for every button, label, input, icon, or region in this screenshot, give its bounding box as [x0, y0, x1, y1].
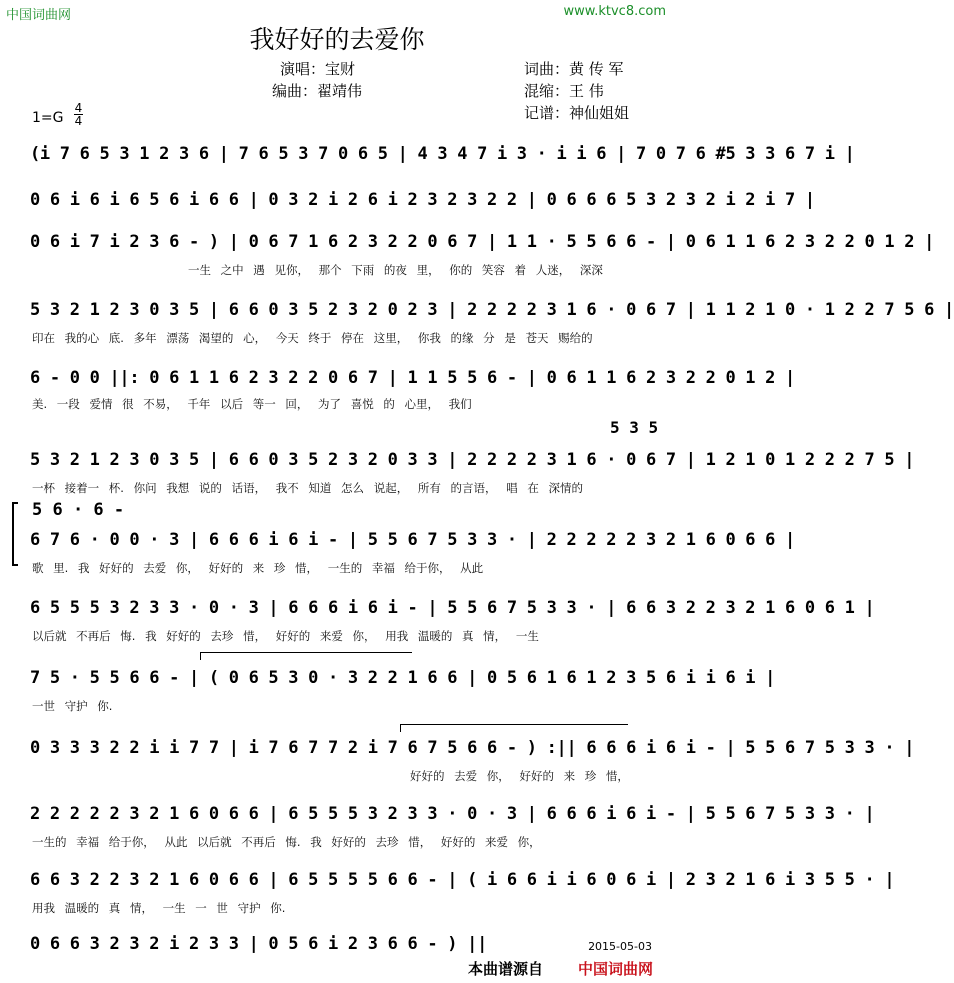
singer-credit: 演唱：宝财 [280, 60, 356, 78]
lyric-line-10: 好好的 去爱 你， 好好的 来 珍 惜， [410, 769, 629, 783]
score-line-4: 5 3 2 1 2 3 0 3 5 | 6 6 0 3 5 2 3 2 0 2 3 | 2 2 2 2 3 1 6 · 0 6 7 | 1 1 2 1 0 · 1 2 2 7 5 6 | [30, 300, 954, 320]
lyric-line-11: 一生的 幸福 给于你， 从此 以后就 不再后 悔. 我 好好的 去珍 惜， 好好的 来爱 你， [32, 835, 541, 849]
volta-bracket-2 [400, 724, 628, 725]
time-signature [74, 102, 83, 127]
notation-credit: 记谱：神仙姐姐 [524, 104, 630, 122]
volta-bracket-1-edge [200, 652, 201, 660]
key-signature [32, 101, 83, 128]
score-line-6-upper-voice: 5 3 5 [610, 418, 659, 437]
score-line-2: 0 6 i 6 i 6 5 6 i 6 6 | 0 3 2 i 2 6 i 2 3 2 3 2 2 | 0 6 6 6 5 3 2 3 2 i 2 i 7 | [30, 190, 815, 210]
score-line-9: 7 5 · 5 5 6 6 - | ( 0 6 5 3 0 · 3 2 2 1 6 6 | 0 5 6 1 6 1 2 3 5 6 i i 6 i | [30, 668, 776, 688]
lyric-line-12: 用我 温暖的 真 情， 一生 一 世 守护 你. [32, 901, 286, 915]
lyric-line-7: 歌 里. 我 好好的 去爱 你， 好好的 来 珍 惜， 一生的 幸福 给于你， 从此 [32, 561, 484, 575]
arranger-credit: 编曲：翟靖伟 [272, 82, 363, 100]
source-label: 本曲谱源自 [468, 960, 544, 978]
score-line-1: (i 7 6 5 3 1 2 3 6 | 7 6 5 3 7 0 6 5 | 4 3 4 7 i 3 · i i 6 | 7 0 7 6 #5 3 3 6 7 i | [30, 144, 855, 164]
song-title: 我好好的去爱你 [249, 25, 425, 54]
key-label: 1=G [32, 110, 64, 126]
score-line-13: 0 6 6 3 2 3 2 i 2 3 3 | 0 5 6 i 2 3 6 6 - ) || [30, 934, 488, 954]
score-line-3: 0 6 i 7 i 2 3 6 - ) | 0 6 7 1 6 2 3 2 2 0 6 7 | 1 1 · 5 5 6 6 - | 0 6 1 1 6 2 3 2 2 0 1 2 | [30, 232, 935, 252]
score-line-8: 6 5 5 5 3 2 3 3 · 0 · 3 | 6 6 6 i 6 i - | 5 5 6 7 5 3 3 · | 6 6 3 2 2 3 2 1 6 0 6 1 | [30, 598, 875, 618]
score-line-11: 2 2 2 2 2 3 2 1 6 0 6 6 | 6 5 5 5 3 2 3 3 · 0 · 3 | 6 6 6 i 6 i - | 5 5 6 7 5 3 3 · | [30, 804, 875, 824]
composer-credit: 词曲：黄 传 军 [524, 60, 624, 78]
score-line-10: 0 3 3 3 2 2 i i 7 7 | i 7 6 7 7 2 i 7 6 7 5 6 6 - ) :|| 6 6 6 i 6 i - | 5 5 6 7 5 3 3 · | [30, 738, 915, 758]
lyric-line-5: 美. 一段 爱情 很 不易， 千年 以后 等一 回， 为了 喜悦 的 心里， 我们 [32, 397, 472, 411]
time-sig-bottom: 4 [74, 114, 83, 128]
score-line-12: 6 6 3 2 2 3 2 1 6 0 6 6 | 6 5 5 5 5 6 6 - | ( i 6 6 i i 6 0 6 i | 2 3 2 1 6 i 3 5 5 · | [30, 870, 895, 890]
score-line-5: 6 - 0 0 ||: 0 6 1 1 6 2 3 2 2 0 6 7 | 1 1 5 5 6 - | 0 6 1 1 6 2 3 2 2 0 1 2 | [30, 368, 795, 388]
volta-bracket-1 [200, 652, 412, 653]
lyric-line-9: 一世 守护 你. [32, 699, 113, 713]
site-url[interactable]: www.ktvc8.com [563, 4, 666, 19]
score-line-6: 5 3 2 1 2 3 0 3 5 | 6 6 0 3 5 2 3 2 0 3 3 | 2 2 2 2 3 1 6 · 0 6 7 | 1 2 1 0 1 2 2 2 7 5 | [30, 450, 915, 470]
time-sig-top: 4 [74, 101, 83, 115]
lyric-line-4: 印在 我的心 底. 多年 漂荡 渴望的 心， 今天 终于 停在 这里， 你我 的缘 分 是 苍天 赐给的 [32, 331, 593, 345]
publish-date: 2015-05-03 [588, 940, 652, 953]
mixing-credit: 混缩：王 伟 [524, 82, 604, 100]
volta-bracket-2-edge [400, 724, 401, 732]
lyric-line-6: 一杯 接着一 杯. 你问 我想 说的 话语， 我不 知道 怎么 说起， 所有 的言语， 唱 在 深情的 [32, 481, 583, 495]
source-site-link[interactable]: 中国词曲网 [578, 960, 654, 978]
lyric-line-3: 一生 之中 遇 见你， 那个 下雨 的夜 里， 你的 笑容 着 人迷， 深深 [188, 263, 603, 277]
score-line-7: 6 7 6 · 0 0 · 3 | 6 6 6 i 6 i - | 5 5 6 7 5 3 3 · | 2 2 2 2 2 3 2 1 6 0 6 6 | [30, 530, 795, 550]
site-logo-text[interactable]: 中国词曲网 [6, 8, 72, 23]
score-line-7-upper-voice: 5 6 · 6 - [32, 500, 125, 520]
system-brace [12, 502, 18, 566]
lyric-line-8: 以后就 不再后 悔. 我 好好的 去珍 惜， 好好的 来爱 你， 用我 温暖的 真 情， 一生 [32, 629, 539, 643]
